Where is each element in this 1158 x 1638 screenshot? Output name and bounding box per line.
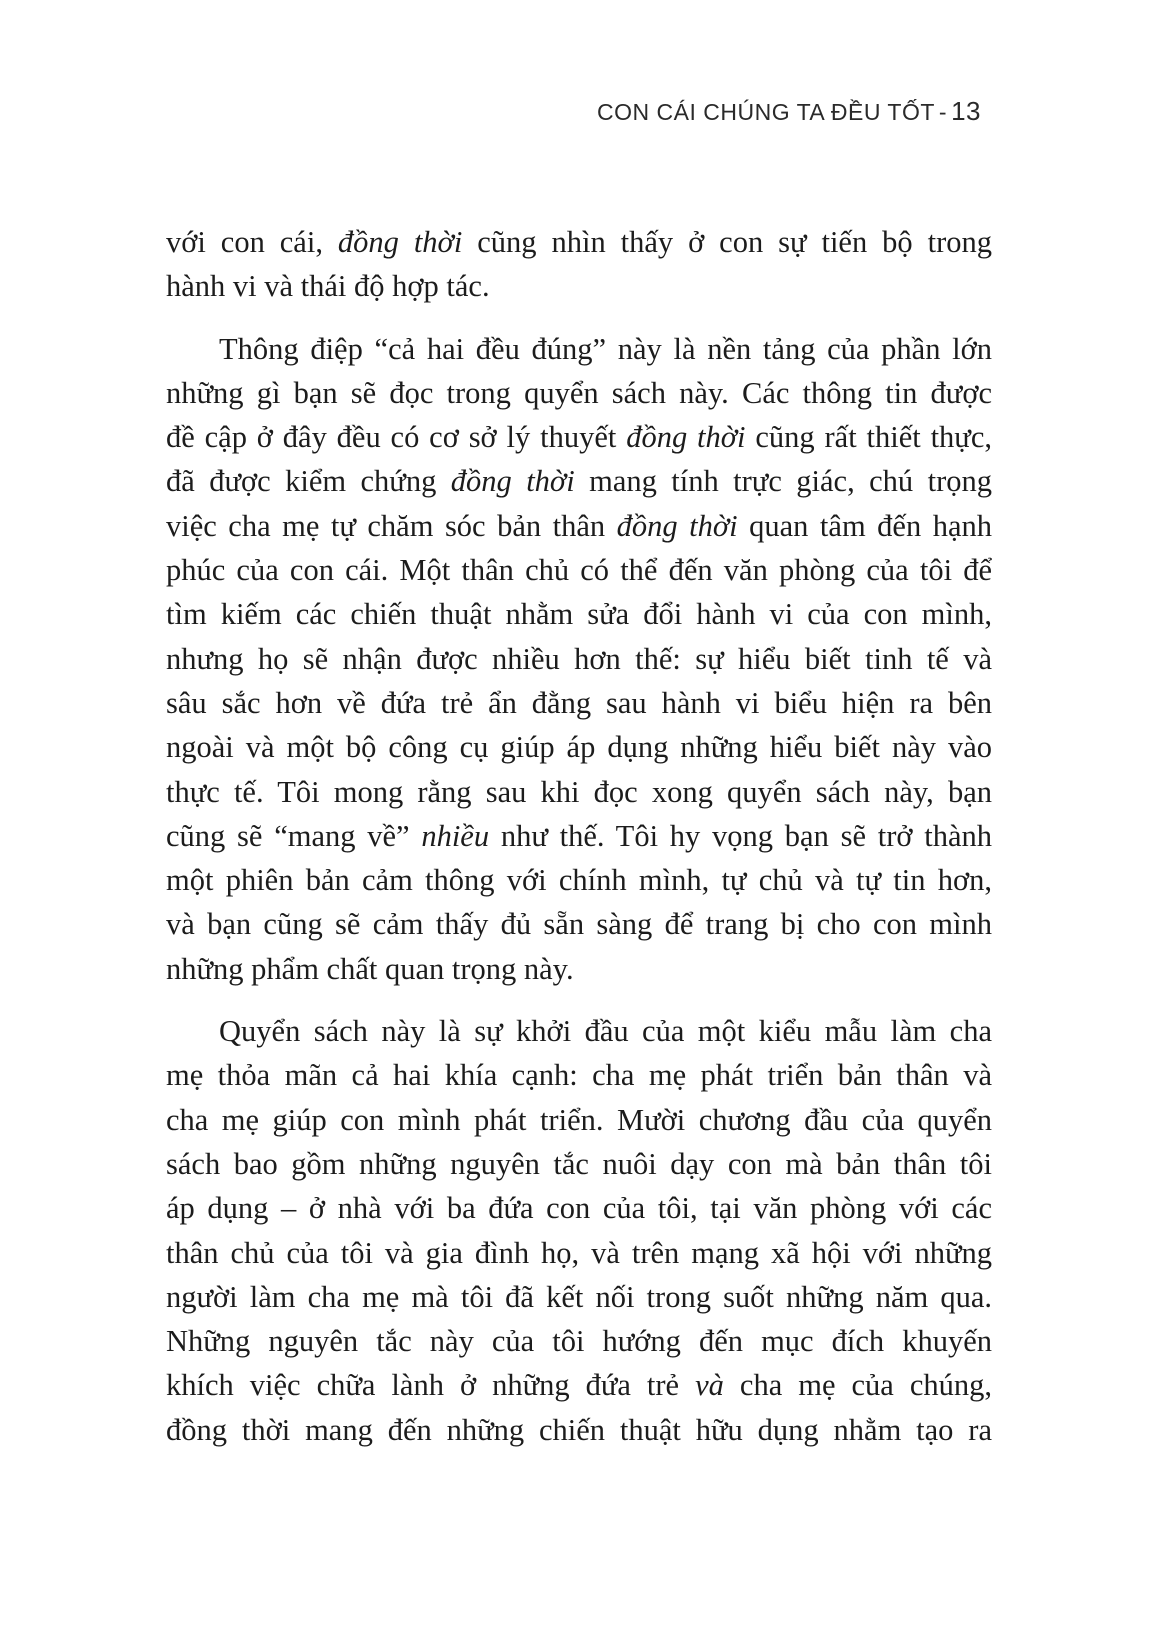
text-line: và bạn cũng sẽ cảm thấy đủ sẵn sàng để trang bị cho con mình bbox=[166, 907, 992, 942]
text-line: thực tế. Tôi mong rằng sau khi đọc xong quyển sách này, bạn bbox=[166, 774, 992, 809]
text-line: những gì bạn sẽ đọc trong quyển sách này. Các thông tin được bbox=[166, 375, 992, 410]
text-line bbox=[166, 1363, 992, 1407]
text-run: khích việc chữa lành ở những đứa trẻ bbox=[166, 1368, 696, 1403]
text-line: Những nguyên tắc này của tôi hướng đến mục đích khuyến bbox=[166, 1324, 992, 1359]
text-line: Quyển sách này là sự khởi đầu của một kiểu mẫu làm cha bbox=[219, 1014, 992, 1049]
text-line: mẹ thỏa mãn cả hai khía cạnh: cha mẹ phát triển bản thân và bbox=[166, 1058, 992, 1093]
text-run: cũng sẽ “mang về” bbox=[166, 818, 422, 853]
text-line: cha mẹ giúp con mình phát triển. Mười chương đầu của quyển bbox=[166, 1102, 992, 1137]
text-line: người làm cha mẹ mà tôi đã kết nối trong suốt những năm qua. bbox=[166, 1279, 992, 1314]
text-line: nhưng họ sẽ nhận được nhiều hơn thế: sự hiểu biết tinh tế và bbox=[166, 641, 992, 676]
text-line: sách bao gồm những nguyên tắc nuôi dạy con mà bản thân tôi bbox=[166, 1146, 992, 1181]
text-run: cũng nhìn thấy ở con sự tiến bộ trong bbox=[462, 225, 992, 259]
italic-emphasis: đồng thời bbox=[616, 508, 738, 543]
text-line: phúc của con cái. Một thân chủ có thể đến văn phòng của tôi để bbox=[166, 553, 992, 588]
running-title: CON CÁI CHÚNG TA ĐỀU TỐT bbox=[597, 99, 935, 125]
text-line: những phẩm chất quan trọng này. bbox=[166, 951, 574, 986]
text-line bbox=[166, 504, 992, 548]
text-run: việc cha mẹ tự chăm sóc bản thân bbox=[166, 508, 617, 543]
header-separator: - bbox=[938, 99, 948, 125]
text-line: áp dụng – ở nhà với ba đứa con của tôi, tại văn phòng với các bbox=[166, 1191, 992, 1226]
text-run: cũng rất thiết thực, bbox=[745, 420, 992, 455]
paragraph-1 bbox=[166, 220, 992, 309]
text-run: cha mẹ của chúng, bbox=[723, 1368, 992, 1403]
text-run: quan tâm đến hạnh bbox=[737, 508, 992, 543]
italic-emphasis: và bbox=[695, 1368, 724, 1403]
italic-emphasis: đồng thời bbox=[450, 464, 575, 499]
paragraph-3 bbox=[166, 1009, 992, 1452]
text-run: mang tính trực giác, chú trọng bbox=[574, 464, 992, 499]
running-header bbox=[597, 96, 981, 127]
text-run: đã được kiểm chứng bbox=[166, 464, 451, 499]
text-line: tìm kiếm các chiến thuật nhằm sửa đổi hành vi của con mình, bbox=[166, 597, 992, 632]
text-line: Thông điệp “cả hai đều đúng” này là nền tảng của phần lớn bbox=[219, 331, 992, 366]
text-line bbox=[166, 814, 992, 858]
text-line: sâu sắc hơn về đứa trẻ ẩn đằng sau hành vi biểu hiện ra bên bbox=[166, 685, 992, 720]
text-line bbox=[166, 459, 992, 503]
text-line: đồng thời mang đến những chiến thuật hữu dụng nhằm tạo ra bbox=[166, 1412, 992, 1447]
italic-emphasis: đồng thời bbox=[337, 225, 463, 259]
text-line: hành vi và thái độ hợp tác. bbox=[166, 269, 490, 304]
paragraph-2 bbox=[166, 327, 992, 991]
text-line bbox=[166, 220, 992, 264]
body-text bbox=[166, 220, 992, 1470]
text-line: một phiên bản cảm thông với chính mình, tự chủ và tự tin hơn, bbox=[166, 863, 992, 898]
text-line: thân chủ của tôi và gia đình họ, và trên mạng xã hội với những bbox=[166, 1235, 992, 1270]
text-run: đề cập ở đây đều có cơ sở lý thuyết bbox=[166, 420, 627, 455]
italic-emphasis: nhiều bbox=[421, 818, 490, 853]
text-run: như thế. Tôi hy vọng bạn sẽ trở thành bbox=[489, 818, 992, 853]
text-line: ngoài và một bộ công cụ giúp áp dụng những hiểu biết này vào bbox=[166, 730, 992, 765]
page-number: 13 bbox=[951, 96, 981, 126]
text-line bbox=[166, 415, 992, 459]
italic-emphasis: đồng thời bbox=[626, 420, 746, 455]
text-run: với con cái, bbox=[166, 225, 338, 259]
